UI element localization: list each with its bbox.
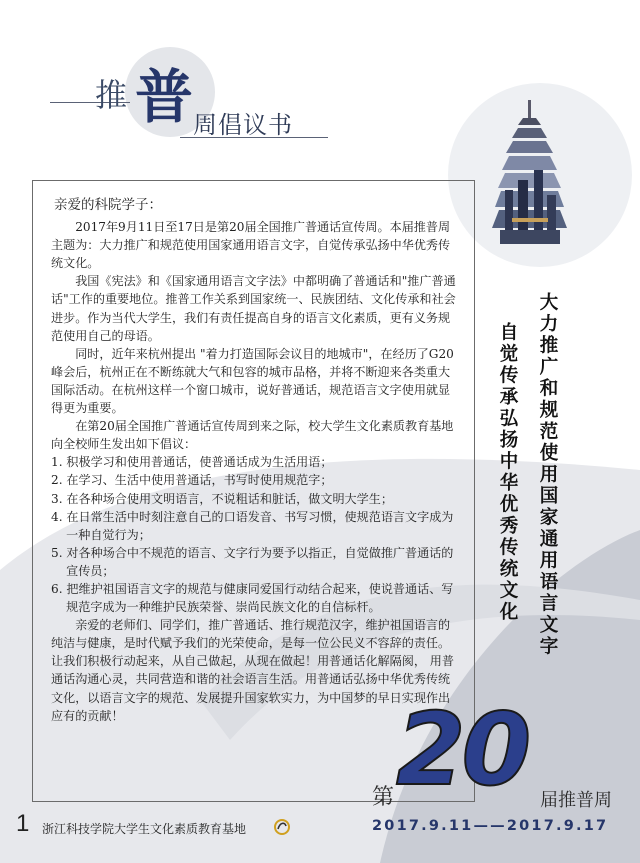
proposal-item: 4. 在日常生活中时刻注意自己的口语发音、书写习惯，使规范语言文字成为一种自觉行为； xyxy=(51,509,454,542)
letter-paragraph: 我国《宪法》和《国家通用语言文字法》中都明确了普通话和"推广普通话"工作的重要地位。推普工作关系到国家统一、民族团结、文化传承和社会进步。作为当代大学生，我们有责任提高自身的语言文化素质，更有义务规范使用自己的母语。 xyxy=(51,274,456,343)
organization-name: 浙江科技学院大学生文化素质教育基地 xyxy=(42,822,247,836)
proposal-item: 5. 对各种场合中不规范的语言、文字行为要予以指正，自觉做推广普通话的宣传员； xyxy=(51,545,454,578)
letter-closing: 亲爱的老师们、同学们，推广普通话、推行规范汉字，维护祖国语言的纯洁与健康，是时代赋予我们的光荣使命，是每一位公民义不容辞的责任。让我们积极行动起来，从自己做起，从现在做起！用普通话化解隔阂， 用普通话沟通心灵，共同营造和谐的社会语言生活。用普通话弘扬中华优秀传统文化，以语言文字的规范、发展提升国家软实力，为中国梦的早日实现作出应有的贡献！ xyxy=(51,618,454,723)
badge-dates: 2017.9.11——2017.9.17 xyxy=(372,818,609,834)
header-title-char2: 普 xyxy=(135,63,194,131)
header-title-char1: 推 xyxy=(95,76,130,114)
letter-paragraph: 同时，近年来杭州提出 "着力打造国际会议目的地城市"，在经历了G20峰会后，杭州正在不断练就大气和包容的城市品格，并将不断迎来各类重大国际活动。在杭州这样一个窗口城市，说好普通话，规范语言文字使用就显得更为重要。 xyxy=(51,346,454,416)
proposal-item: 2. 在学习、生活中使用普通话，书写时使用规范字； xyxy=(51,473,333,488)
badge-di: 第 xyxy=(372,785,395,810)
organization-logo-icon xyxy=(272,817,292,837)
letter-paragraph: 2017年9月11日至17日是第20届全国推广普通话宣传周。本届推普周主题为：大力推广和规范使用国家通用语言文字，自觉传承弘扬中华优秀传统文化。 xyxy=(51,220,451,271)
badge-label: 届推普周 xyxy=(540,790,612,811)
letter-greeting: 亲爱的科院学子： xyxy=(54,197,162,213)
header-title-rest: 周倡议书 xyxy=(193,111,293,139)
badge-number: 20 xyxy=(396,691,528,808)
slogan-left: 自觉传承弘扬中华优秀传统文化 xyxy=(497,322,518,623)
proposal-item: 3. 在各种场合使用文明语言，不说粗话和脏话，做文明大学生； xyxy=(51,491,393,506)
proposal-item: 6. 把维护祖国语言文字的规范与健康同爱国行动结合起来，使说普通话、写规范字成为一种维护民族荣誉、崇尚民族文化的自信标杆。 xyxy=(51,581,454,615)
slogan-right: 大力推广和规范使用国家通用语言文字 xyxy=(537,292,558,658)
letter-paragraph: 在第20届全国推广普通话宣传周到来之际，校大学生文化素质教育基地向全校师生发出如下倡议： xyxy=(51,419,454,452)
header-rule-right xyxy=(180,137,328,138)
proposal-item: 1. 积极学习和使用普通话，使普通话成为生活用语； xyxy=(51,455,333,470)
page-number: 1 xyxy=(16,810,30,837)
